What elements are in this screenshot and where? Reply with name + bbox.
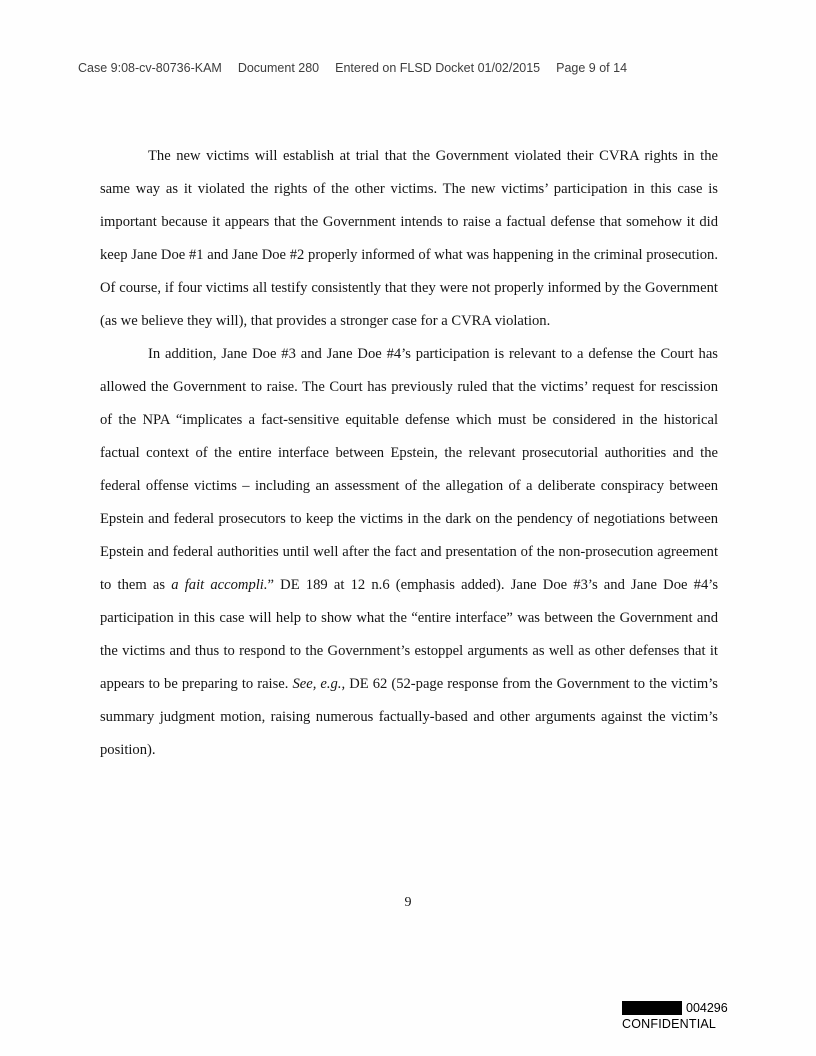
docket-entry-info: Entered on FLSD Docket 01/02/2015 xyxy=(335,61,541,75)
bates-stamp-block xyxy=(622,1001,728,1031)
document-number: Document 280 xyxy=(237,61,320,75)
confidential-label: CONFIDENTIAL xyxy=(622,1017,717,1031)
redaction-bar xyxy=(622,1001,682,1015)
paragraph: In addition, Jane Doe #3 and Jane Doe #4’s participation is relevant to a defense the Court has allowed the Government to raise. The Court has previously ruled that the victims’ request for rescission of the NPA “implicates a fact-sensitive equitable defense which must be considered in the historical factual context of the entire interface between Epstein, the relevant prosecutorial authorities and the federal offense victims – including an assessment of the allegation of a deliberate conspiracy between Epstein and federal prosecutors to keep the victims in the dark on the pendency of negotiations between Epstein and federal authorities until well after the fact and presentation of the non-prosecution agreement to them as a fait accompli.” DE 189 at 12 n.6 (emphasis added). Jane Doe #3’s and Jane Doe #4’s participation in this case will help to show what the “entire interface” was between the Government and the victims and thus to respond to the Government’s estoppel arguments as well as other defenses that it appears to be preparing to raise. See, e.g., DE 62 (52-page response from the Government to the victim’s summary judgment motion, raising numerous factually-based and other arguments against the victim’s position). xyxy=(100,346,718,758)
page-count: Page 9 of 14 xyxy=(556,61,628,75)
paragraph: The new victims will establish at trial that the Government violated their CVRA rights in the same way as it violated the rights of the other victims. The new victims’ participation in this case is important because it appears that the Government intends to raise a factual defense that somehow it did keep Jane Doe #1 and Jane Doe #2 properly informed of what was happening in the criminal prosecution. Of course, if four victims all testify consistently that they were not properly informed by the Government (as we believe they will), that provides a stronger case for a CVRA violation. xyxy=(100,148,718,329)
bates-row xyxy=(622,1001,728,1015)
ecf-stamp-header xyxy=(78,61,756,75)
case-number: Case 9:08-cv-80736-KAM xyxy=(78,61,222,75)
document-body xyxy=(100,140,718,767)
page-number: 9 xyxy=(404,895,412,910)
bates-number: 004296 xyxy=(686,1001,728,1015)
